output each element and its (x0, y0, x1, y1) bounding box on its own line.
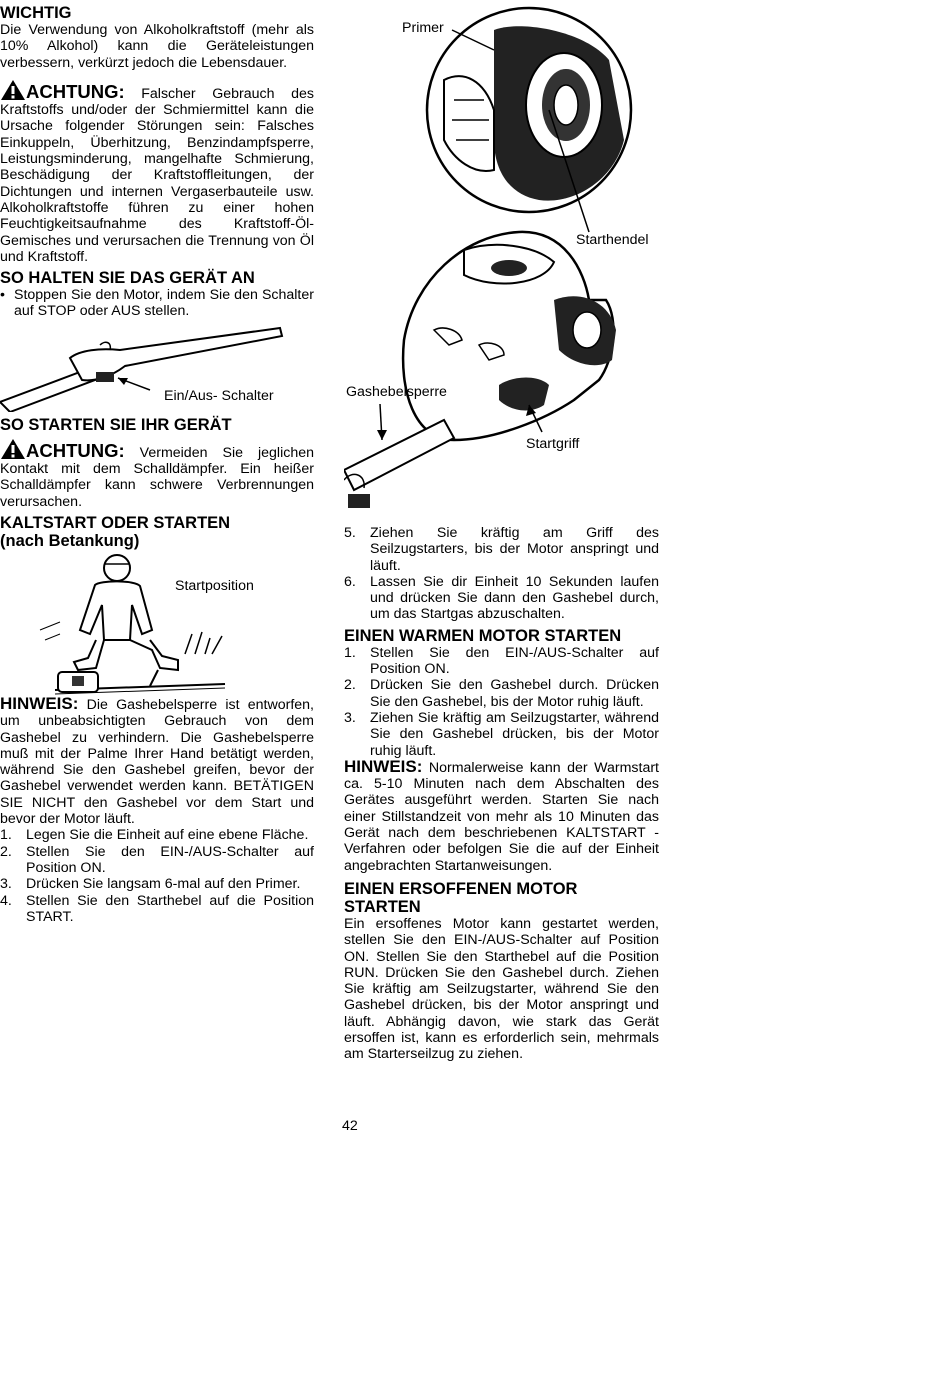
startgriff-label: Startgriff (526, 436, 580, 452)
achtung-label: ACHTUNG: (26, 439, 125, 461)
hinweis-label: HINWEIS: (344, 756, 423, 776)
kaltstart-subheading: (nach Betankung) (0, 531, 140, 550)
hinweis-warm-paragraph (344, 756, 659, 874)
primer-label: Primer (402, 20, 444, 36)
cold-start-steps (0, 827, 314, 925)
kaltstart-heading: KALTSTART ODER STARTEN (0, 513, 231, 532)
hinweis-warm-text: Normalerweise kann der Warmstart ca. 5-10 Minuten nach dem Abschalten des Gerätes ausgeführt werden. Starten Sie nach einer Stillstandzeit von mehr als 10 Minuten das Gerät nach dem beschriebenen KALTSTART - Verfahren oder befolgen Sie die auf der Einheit angebrachten Startanweisungen. (344, 759, 659, 874)
engine-figure (344, 0, 659, 525)
cold-start-steps-continued (344, 525, 659, 623)
hinweis-paragraph (0, 693, 314, 828)
hinweis-text: Die Gashebelsperre ist entworfen, um unbeabsichtigten Gebrauch von dem Gashebel zu verhindern. Die Gashebelsperre muß mit der Palme Ihrer Hand betätigt werden, während Sie den Gashebel greifen, bevor der Gashebel verwendet werden kann. BETÄTIGEN SIE NICHT den Gashebel vor dem Start und bevor der Motor läuft. (0, 696, 314, 828)
switch-figure (0, 320, 314, 412)
starten-heading: SO STARTEN SIE IHR GERÄT (0, 415, 232, 434)
list-item: 3. Ziehen Sie kräftig am Seilzugstarter, während Sie den Gashebel drücken, bis der Motor ruhig läuft. (344, 709, 659, 759)
achtung-paragraph (0, 79, 314, 265)
achtung-label: ACHTUNG: (26, 80, 125, 102)
kneeling-person-illustration (0, 550, 240, 696)
list-item: 3. Drücken Sie langsam 6-mal auf den Primer. (0, 876, 301, 893)
list-item: 4. Stellen Sie den Starthebel auf die Position START. (0, 892, 314, 925)
warm-start-steps (344, 645, 659, 759)
starthendel-label: Starthendel (576, 232, 649, 248)
flooded-heading: EINEN ERSOFFENEN MOTOR (344, 879, 578, 898)
list-item: 2. Drücken Sie den Gashebel durch. Drücken Sie den Gashebel, bis der Motor ruhig läuft. (344, 677, 659, 710)
start-position-figure (0, 550, 314, 696)
hinweis-label: HINWEIS: (0, 693, 79, 713)
warm-start-heading: EINEN WARMEN MOTOR STARTEN (344, 626, 622, 645)
left-column (0, 4, 314, 925)
achtung-text: Falscher Gebrauch des Kraftstoffs und/oder der Schmiermittel kann die Ursache folgender Störungen sein: Falsches Einkuppeln, Überhitzung, Benzindampfsperre, Leistungsminderung, mangelhafte Schmierung, Beschädigung der Kraftstoffleitungen, der Dichtungen und internen Vergaserbauteile usw. Alkoholkraftstoffe führen zu einer hohen Feuchtigkeitsaufnahme des Kraftstoff-Öl-Gemisches und verursachen die Trennung von Öl und Kraftstoff. (0, 85, 314, 265)
wichtig-heading: WICHTIG (0, 4, 72, 22)
page-number: 42 (342, 1118, 358, 1134)
right-column (344, 0, 659, 1063)
list-item: 5. Ziehen Sie kräftig am Griff des Seilzugstarters, bis der Motor anspringt und läuft. (344, 525, 659, 574)
starten-text: Vermeiden Sie jeglichen Kontakt mit dem Schalldämpfer. Ein heißer Schalldämpfer kann schwere Verbrennungen verursachen. (0, 444, 314, 510)
halten-list (0, 287, 314, 320)
switch-label: Ein/Aus- Schalter (164, 387, 274, 404)
halten-heading: SO HALTEN SIE DAS GERÄT AN (0, 269, 255, 288)
flooded-text: Ein ersoffenes Motor kann gestartet werden, stellen Sie den EIN-/AUS-Schalter auf Position ON. Stellen Sie den Starthebel auf die Position RUN. Drücken Sie den Gashebel durch. Ziehen Sie kräftig am Seilzugstarter, während Sie den Gashebel drücken, bis der Motor anspringt und läuft. Abhängig davon, wie stark das Gerät ersoffen ist, kann es erforderlich sein, mehrmals am Starterseilzug zu ziehen. (344, 915, 659, 1063)
engine-illustration (344, 0, 659, 525)
list-item: • Stoppen Sie den Motor, indem Sie den Schalter auf STOP oder AUS stellen. (0, 287, 314, 320)
list-item: 1. Stellen Sie den EIN-/AUS-Schalter auf Position ON. (344, 644, 659, 678)
warning-icon (0, 438, 26, 460)
wichtig-text: Die Verwendung von Alkoholkraftstoff (mehr als 10% Alkohol) kann die Geräteleistungen verbessern, verkürzt jedoch die Lebensdauer. (0, 22, 314, 71)
start-position-label: Startposition (175, 577, 254, 594)
gashebelsperre-label: Gashebelsperre (346, 384, 447, 400)
warning-icon (0, 79, 26, 101)
list-item: 6. Lassen Sie dir Einheit 10 Sekunden laufen und drücken Sie dann den Gashebel durch, um das Startgas abzuschalten. (344, 573, 659, 623)
flooded-heading-line2: STARTEN (344, 897, 421, 916)
starten-warning (0, 438, 314, 510)
list-item: 2. Stellen Sie den EIN-/AUS-Schalter auf Position ON. (0, 843, 314, 876)
list-item: 1. Legen Sie die Einheit auf eine ebene Fläche. (0, 827, 309, 844)
